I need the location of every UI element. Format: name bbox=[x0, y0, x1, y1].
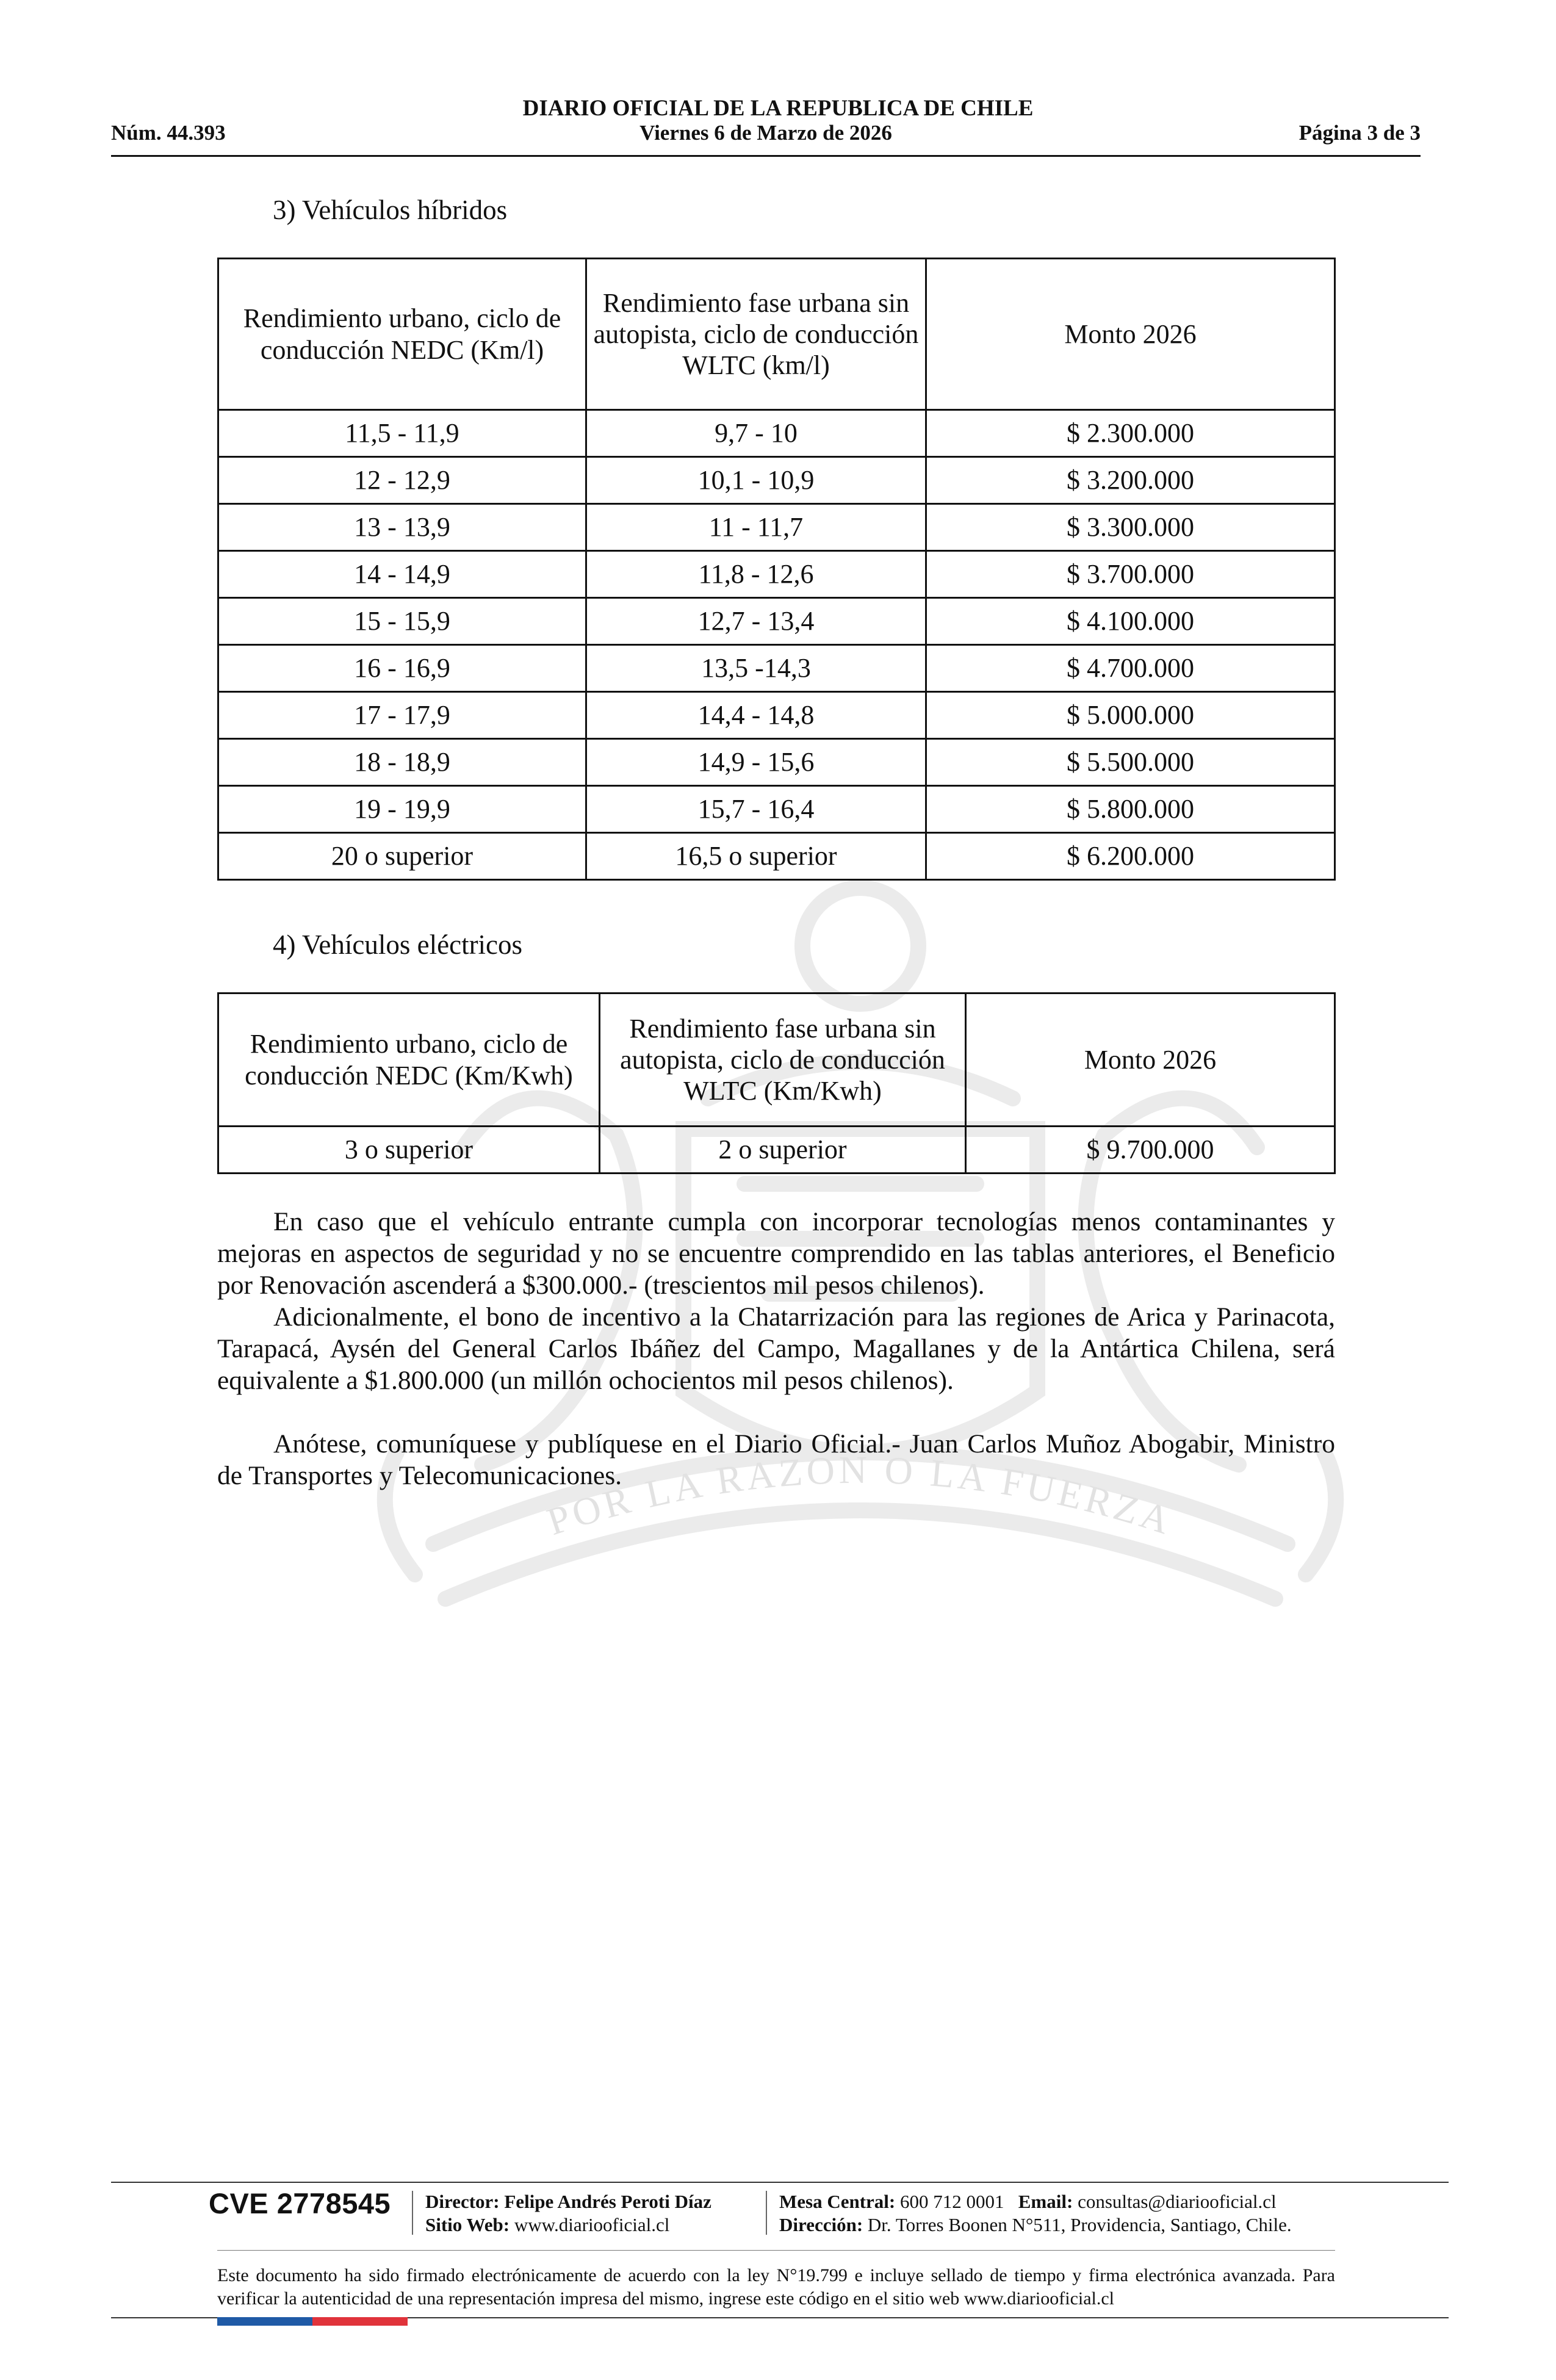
site-label: Sitio Web: bbox=[425, 2214, 510, 2235]
table-row bbox=[218, 833, 1335, 880]
table-cell: 2 o superior bbox=[600, 1127, 966, 1174]
table-cell: $ 5.000.000 bbox=[926, 692, 1335, 739]
header-divider bbox=[111, 155, 1421, 157]
table-cell: $ 2.300.000 bbox=[926, 410, 1335, 457]
table-cell: $ 5.500.000 bbox=[926, 739, 1335, 786]
email-link[interactable]: consultas@diariooficial.cl bbox=[1078, 2191, 1277, 2212]
paragraph-scrapping-bonus: Adicionalmente, el bono de incentivo a la Chatarrización para las regiones de Arica y Parinacota, Tarapacá, Aysén del General Carlos Ibáñez del Campo, Magallanes y de la Antártica Chilena, será equivalente a $1.800.000 (un millón ochocientos mil pesos chilenos). bbox=[217, 1302, 1335, 1395]
footer-mid-rule bbox=[217, 2250, 1335, 2251]
table-row bbox=[218, 457, 1335, 504]
column-header: Rendimiento fase urbana sin autopista, ciclo de conducción WLTC (km/l) bbox=[586, 259, 926, 410]
body-text bbox=[217, 1206, 1335, 1491]
mesa-phone: 600 712 0001 bbox=[900, 2191, 1004, 2212]
table-cell: 10,1 - 10,9 bbox=[586, 457, 926, 504]
table-cell: 14,4 - 14,8 bbox=[586, 692, 926, 739]
paragraph-signature: Anótese, comuníquese y publíquese en el Diario Oficial.- Juan Carlos Muñoz Abogabir, Ministro de Transportes y Telecomunicaciones. bbox=[217, 1429, 1335, 1490]
table-cell: 14,9 - 15,6 bbox=[586, 739, 926, 786]
cve-code: CVE 2778545 bbox=[209, 2187, 391, 2220]
footer-separator bbox=[766, 2191, 767, 2235]
table-cell: 14 - 14,9 bbox=[218, 551, 586, 598]
paragraph-renovation: En caso que el vehículo entrante cumpla con incorporar tecnologías menos contaminantes y mejoras en aspectos de seguridad y no se encuentre comprendido en las tablas anteriores, el Beneficio por Renovación ascenderá a $300.000.- (trescientos mil pesos chilenos). bbox=[217, 1207, 1335, 1300]
column-header: Rendimiento urbano, ciclo de conducción NEDC (Km/Kwh) bbox=[218, 993, 600, 1127]
table-cell: $ 6.200.000 bbox=[926, 833, 1335, 880]
column-header: Rendimiento fase urbana sin autopista, ciclo de conducción WLTC (Km/Kwh) bbox=[600, 993, 966, 1127]
header-row bbox=[111, 121, 1421, 145]
watermark-motto: POR LA RAZON O LA FUERZA bbox=[542, 1448, 1179, 1544]
table-cell: $ 5.800.000 bbox=[926, 786, 1335, 833]
table-row bbox=[218, 1127, 1335, 1174]
table-cell: 17 - 17,9 bbox=[218, 692, 586, 739]
table-cell: $ 9.700.000 bbox=[966, 1127, 1335, 1174]
table-cell: 11,5 - 11,9 bbox=[218, 410, 586, 457]
table-cell: 11 - 11,7 bbox=[586, 504, 926, 551]
column-header: Monto 2026 bbox=[926, 259, 1335, 410]
page-indicator: Página 3 de 3 bbox=[1298, 121, 1421, 145]
table-cell: 12,7 - 13,4 bbox=[586, 598, 926, 645]
site-link[interactable]: www.diariooficial.cl bbox=[514, 2214, 670, 2235]
electric-table bbox=[217, 992, 1336, 1174]
legal-notice: Este documento ha sido firmado electrónicamente de acuerdo con la ley N°19.799 e incluye sellado de tiempo y firma electrónica avanzada. Para verificar la autenticidad de una representación impresa del mismo, ingrese este código en el sitio web www.diariooficial.cl bbox=[217, 2265, 1335, 2309]
table-row bbox=[218, 551, 1335, 598]
table-cell: $ 3.700.000 bbox=[926, 551, 1335, 598]
table-cell: $ 4.700.000 bbox=[926, 645, 1335, 692]
issue-date: Viernes 6 de Marzo de 2026 bbox=[639, 121, 892, 145]
table-cell: 13,5 -14,3 bbox=[586, 645, 926, 692]
table-cell: 18 - 18,9 bbox=[218, 739, 586, 786]
table-cell: $ 3.300.000 bbox=[926, 504, 1335, 551]
table-cell: 12 - 12,9 bbox=[218, 457, 586, 504]
table-row bbox=[218, 504, 1335, 551]
table-cell: 15,7 - 16,4 bbox=[586, 786, 926, 833]
table-row bbox=[218, 739, 1335, 786]
address-label: Dirección: bbox=[779, 2214, 863, 2235]
flag-blue-segment bbox=[217, 2317, 312, 2326]
hybrid-section-title: 3) Vehículos híbridos bbox=[273, 195, 508, 225]
table-cell: 16,5 o superior bbox=[586, 833, 926, 880]
table-cell: 9,7 - 10 bbox=[586, 410, 926, 457]
table-cell: $ 3.200.000 bbox=[926, 457, 1335, 504]
footer-separator bbox=[412, 2191, 413, 2235]
hybrid-table-header bbox=[218, 259, 1335, 410]
mesa-label: Mesa Central: bbox=[779, 2191, 896, 2212]
flag-stripe bbox=[217, 2317, 408, 2326]
table-cell: 15 - 15,9 bbox=[218, 598, 586, 645]
footer-top-rule bbox=[111, 2182, 1449, 2183]
table-cell: $ 4.100.000 bbox=[926, 598, 1335, 645]
table-cell: 13 - 13,9 bbox=[218, 504, 586, 551]
flag-red-segment bbox=[312, 2317, 408, 2326]
director-name: Felipe Andrés Peroti Díaz bbox=[504, 2191, 711, 2212]
table-cell: 19 - 19,9 bbox=[218, 786, 586, 833]
table-cell: 20 o superior bbox=[218, 833, 586, 880]
table-cell: 11,8 - 12,6 bbox=[586, 551, 926, 598]
table-row bbox=[218, 645, 1335, 692]
electric-section-title: 4) Vehículos eléctricos bbox=[273, 929, 523, 960]
publication-title: DIARIO OFICIAL DE LA REPUBLICA DE CHILE bbox=[522, 96, 1034, 121]
column-header: Rendimiento urbano, ciclo de conducción NEDC (Km/l) bbox=[218, 259, 586, 410]
table-row bbox=[218, 598, 1335, 645]
electric-table-header bbox=[218, 993, 1335, 1127]
hybrid-table bbox=[217, 258, 1336, 881]
footer-contact-block bbox=[779, 2190, 1292, 2237]
table-row bbox=[218, 410, 1335, 457]
director-label: Director: bbox=[425, 2191, 500, 2212]
table-row bbox=[218, 786, 1335, 833]
table-cell: 16 - 16,9 bbox=[218, 645, 586, 692]
address-text: Dr. Torres Boonen N°511, Providencia, Santiago, Chile. bbox=[867, 2214, 1292, 2235]
column-header: Monto 2026 bbox=[966, 993, 1335, 1127]
email-label: Email: bbox=[1018, 2191, 1073, 2212]
table-row bbox=[218, 692, 1335, 739]
footer-director-block bbox=[425, 2190, 711, 2237]
table-cell: 3 o superior bbox=[218, 1127, 600, 1174]
issue-number: Núm. 44.393 bbox=[111, 121, 226, 145]
